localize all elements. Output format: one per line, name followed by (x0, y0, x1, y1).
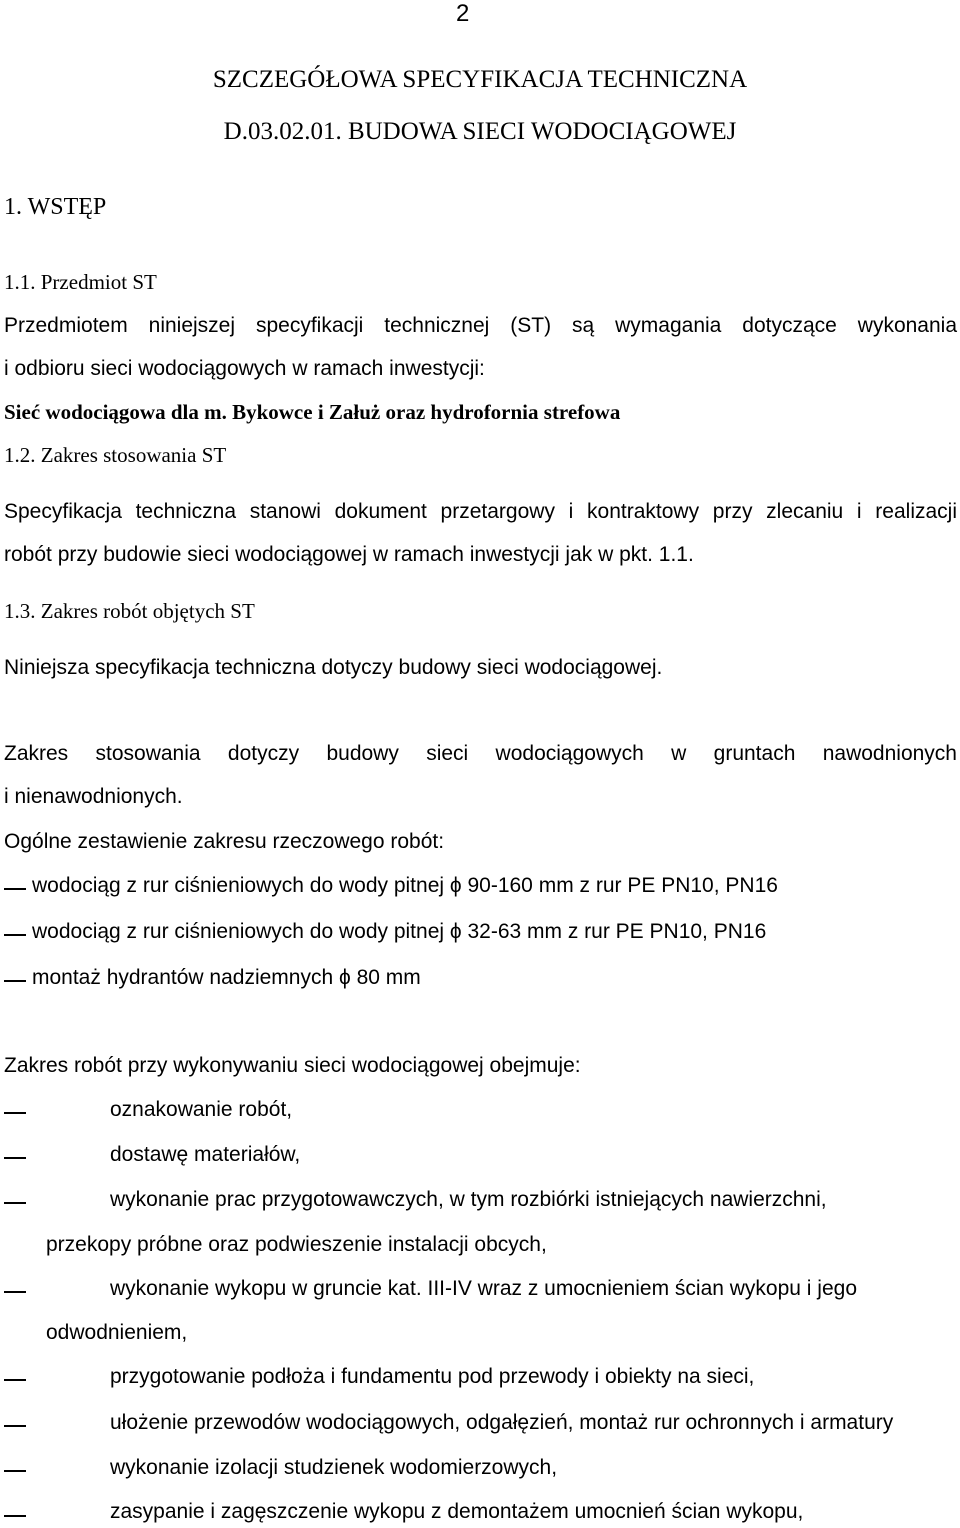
list-item-text: montaż hydrantów nadziemnych ϕ 80 mm (32, 966, 421, 989)
paragraph-line: i nienawodnionych. (4, 785, 183, 808)
list-item-text: oznakowanie robót, (110, 1098, 293, 1121)
paragraph-line: i odbioru sieci wodociągowych w ramach inwestycji: (4, 357, 485, 380)
list-item-text: wodociąg z rur ciśnieniowych do wody pitnej ϕ 90-160 mm z rur PE PN10, PN16 (32, 874, 778, 897)
dash-bullet-icon (4, 980, 26, 982)
dash-bullet-icon (4, 1470, 26, 1472)
dash-bullet-icon (4, 1379, 26, 1381)
paragraph-line: Przedmiotem niniejszej specyfikacji technicznej (ST) są wymagania dotyczące wykonania (4, 314, 957, 337)
list-item (4, 1099, 26, 1124)
list-item (4, 921, 26, 946)
list-item (4, 1278, 26, 1303)
subsection-heading-1-1: 1.1. Przedmiot ST (4, 270, 157, 294)
dash-bullet-icon (4, 1425, 26, 1427)
list-item-text: dostawę materiałów, (110, 1143, 301, 1166)
list-item (4, 1502, 26, 1527)
list-item (4, 1457, 26, 1482)
summary-intro: Ogólne zestawienie zakresu rzeczowego robót: (4, 830, 445, 853)
project-name: Sieć wodociągowa dla m. Bykowce i Załuż oraz hydrofornia strefowa (4, 400, 621, 424)
section-heading-wstep: 1. WSTĘP (4, 194, 107, 220)
dash-bullet-icon (4, 934, 26, 936)
list-item-text: wykonanie wykopu w gruncie kat. III-IV wraz z umocnieniem ścian wykopu i jego (110, 1277, 857, 1300)
paragraph-line: robót przy budowie sieci wodociągowej w ramach inwestycji jak w pkt. 1.1. (4, 543, 694, 566)
document-title: SZCZEGÓŁOWA SPECYFIKACJA TECHNICZNA (212, 66, 748, 93)
list-item-text: wykonanie prac przygotowawczych, w tym rozbiórki istniejących nawierzchni, (110, 1188, 827, 1211)
list-item-continuation: odwodnieniem, (46, 1321, 188, 1344)
list-item (4, 1189, 26, 1214)
dash-bullet-icon (4, 1202, 26, 1204)
dash-bullet-icon (4, 1157, 26, 1159)
dash-bullet-icon (4, 888, 26, 890)
dash-bullet-icon (4, 1291, 26, 1293)
scope-intro: Zakres robót przy wykonywaniu sieci wodociągowej obejmuje: (4, 1054, 581, 1077)
document-subtitle: D.03.02.01. BUDOWA SIECI WODOCIĄGOWEJ (223, 118, 737, 145)
list-item-text: ułożenie przewodów wodociągowych, odgałęzień, montaż rur ochronnych i armatury (110, 1411, 894, 1434)
list-item (4, 967, 26, 992)
list-item-text: wodociąg z rur ciśnieniowych do wody pitnej ϕ 32-63 mm z rur PE PN10, PN16 (32, 920, 767, 943)
list-item (4, 1144, 26, 1169)
list-item (4, 1366, 26, 1391)
paragraph-line: Zakres stosowania dotyczy budowy sieci wodociągowych w gruntach nawodnionych (4, 742, 957, 765)
dash-bullet-icon (4, 1515, 26, 1517)
subsection-heading-1-3: 1.3. Zakres robót objętych ST (4, 599, 255, 623)
list-item-continuation: przekopy próbne oraz podwieszenie instalacji obcych, (46, 1233, 547, 1256)
list-item-text: przygotowanie podłoża i fundamentu pod przewody i obiekty na sieci, (110, 1365, 755, 1388)
subsection-heading-1-2: 1.2. Zakres stosowania ST (4, 443, 227, 467)
list-item (4, 875, 26, 900)
dash-bullet-icon (4, 1112, 26, 1114)
list-item (4, 1412, 26, 1437)
paragraph-line: Niniejsza specyfikacja techniczna dotyczy budowy sieci wodociągowej. (4, 656, 663, 679)
list-item-text: wykonanie izolacji studzienek wodomierzowych, (110, 1456, 558, 1479)
page-number: 2 (456, 0, 470, 27)
paragraph-line: Specyfikacja techniczna stanowi dokument przetargowy i kontraktowy przy zlecaniu i realizacji (4, 500, 957, 523)
list-item-text: zasypanie i zagęszczenie wykopu z demontażem umocnień ścian wykopu, (110, 1500, 804, 1523)
